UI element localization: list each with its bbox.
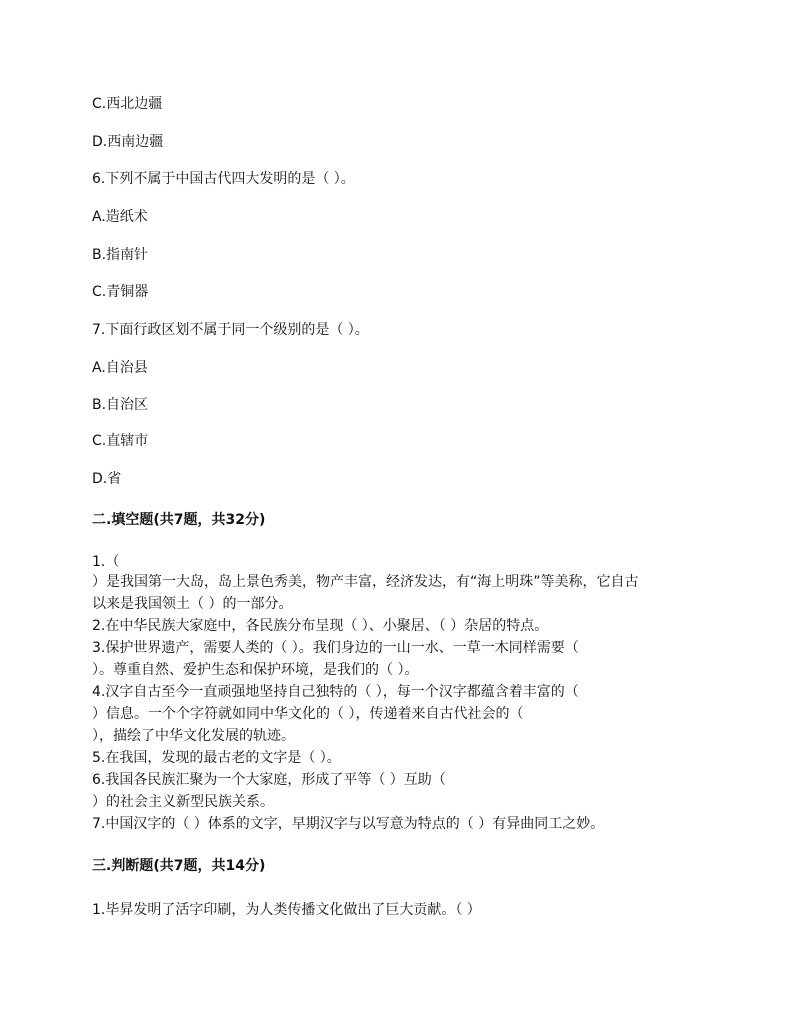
fill-line: ），描绘了中华文化发展的轨迹。 [92, 728, 295, 744]
fill-line: 3.保护世界遗产，需要人类的（ ）。我们身边的一山一水、一草一木同样需要（ [92, 640, 579, 656]
fill-line: 1.（ [92, 554, 120, 570]
section-fill-in-title: 二.填空题(共7题，共32分) [92, 512, 266, 528]
judgment-line: 1.毕昇发明了活字印刷，为人类传播文化做出了巨大贡献。（ ） [92, 902, 481, 918]
fill-line: ）。尊重自然、爱护生态和保护环境，是我们的（ ）。 [92, 662, 419, 678]
fill-line: 6.我国各民族汇聚为一个大家庭，形成了平等（ ）互助（ [92, 772, 446, 788]
q6-option-b: B.指南针 [92, 247, 149, 263]
fill-line: 2.在中华民族大家庭中，各民族分布呈现（ ）、小聚居、（ ）杂居的特点。 [92, 618, 549, 634]
q7-option-a: A.自治县 [92, 360, 148, 376]
q6-stem: 6.下列不属于中国古代四大发明的是（ ）。 [92, 171, 355, 187]
fill-line: 4.汉字自古至今一直顽强地坚持自己独特的（ ），每一个汉字都蕴含着丰富的（ [92, 684, 579, 700]
q7-option-d: D.省 [92, 471, 122, 487]
section-judgment-title: 三.判断题(共7题，共14分) [92, 858, 266, 874]
fill-line: 7.中国汉字的（ ）体系的文字，早期汉字与以写意为特点的（ ）有异曲同工之妙。 [92, 816, 605, 832]
q5-option-d: D.西南边疆 [92, 134, 164, 150]
fill-line: 以来是我国领土（ ）的一部分。 [92, 596, 293, 612]
fill-line: ）的社会主义新型民族关系。 [92, 794, 274, 810]
fill-line: ）信息。一个个字符就如同中华文化的（ ），传递着来自古代社会的（ [92, 706, 524, 722]
q6-option-a: A.造纸术 [92, 209, 148, 225]
q7-stem: 7.下面行政区划不属于同一个级别的是（ ）。 [92, 322, 369, 338]
q7-option-b: B.自治区 [92, 397, 149, 413]
q5-option-c: C.西北边疆 [92, 96, 163, 112]
q7-option-c: C.直辖市 [92, 433, 149, 449]
q6-option-c: C.青铜器 [92, 284, 149, 300]
fill-line: 5.在我国，发现的最古老的文字是（ ）。 [92, 750, 341, 766]
fill-line: ）是我国第一大岛，岛上景色秀美，物产丰富，经济发达，有“海上明珠”等美称，它自古 [92, 574, 639, 590]
